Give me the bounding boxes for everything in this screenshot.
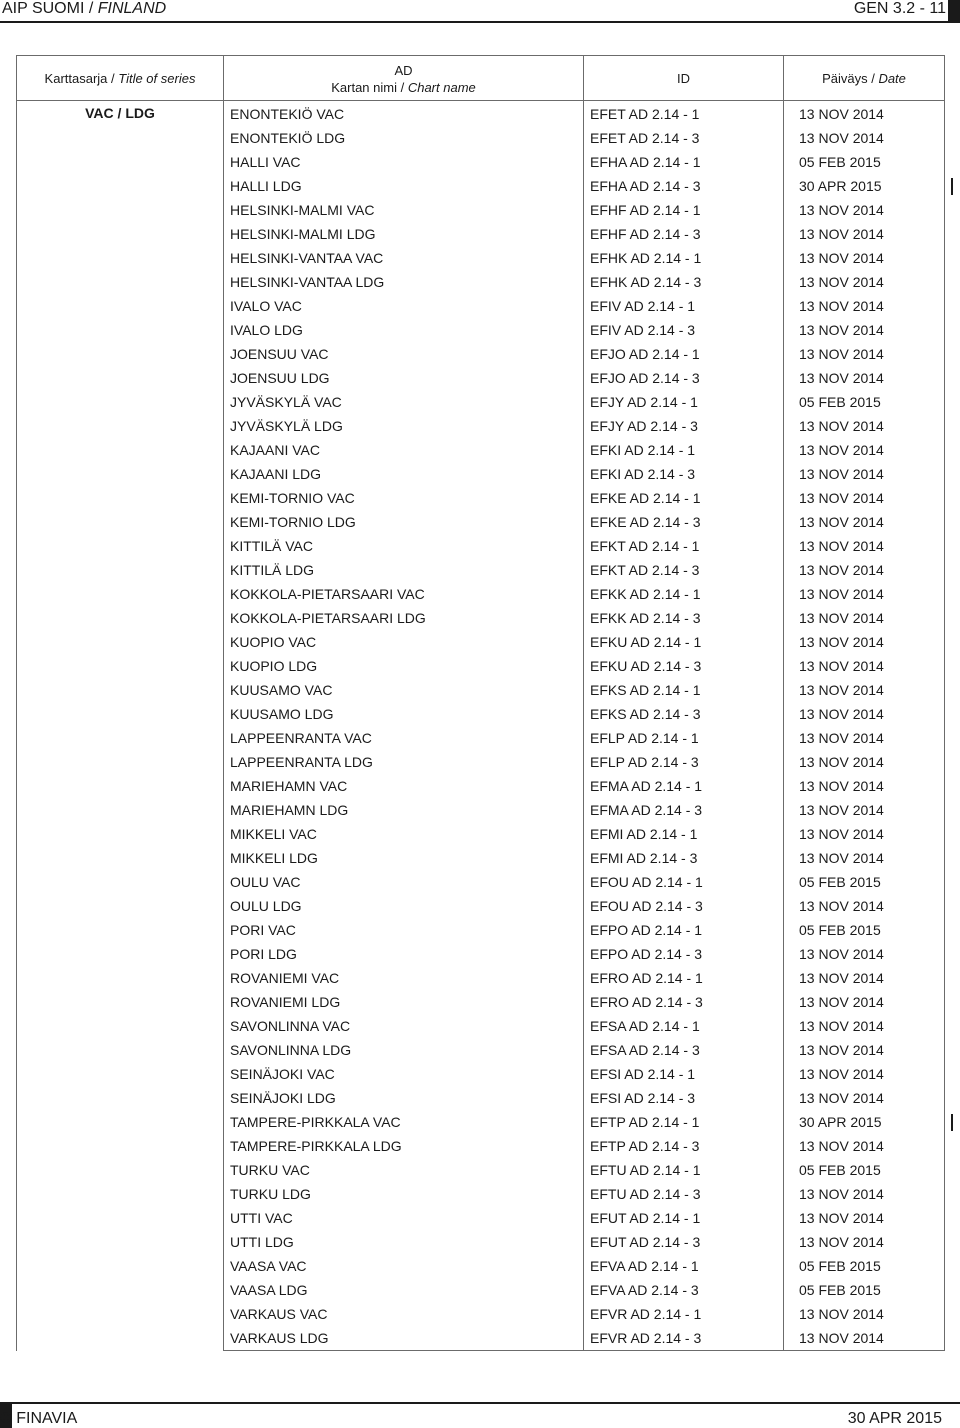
chart-date-cell: 13 NOV 2014	[784, 630, 945, 654]
chart-id-cell: EFJY AD 2.14 - 1	[584, 390, 784, 414]
chart-id-cell: EFMA AD 2.14 - 3	[584, 798, 784, 822]
chart-date-cell: 13 NOV 2014	[784, 1134, 945, 1158]
chart-name-cell: VAASA LDG	[224, 1278, 584, 1302]
chart-id-cell: EFHF AD 2.14 - 1	[584, 198, 784, 222]
chart-id-cell: EFLP AD 2.14 - 1	[584, 726, 784, 750]
chart-date-cell: 13 NOV 2014	[784, 798, 945, 822]
publication-title	[2, 0, 166, 18]
chart-id-cell: EFRO AD 2.14 - 1	[584, 966, 784, 990]
chart-name-cell: UTTI VAC	[224, 1206, 584, 1230]
chart-name-cell: MARIEHAMN LDG	[224, 798, 584, 822]
chart-date-cell: 13 NOV 2014	[784, 510, 945, 534]
series-cell: VAC / LDG	[17, 101, 224, 1351]
column-header-date-plain: Päiväys /	[822, 70, 879, 86]
chart-id-cell: EFMI AD 2.14 - 1	[584, 822, 784, 846]
chart-id-cell: EFVR AD 2.14 - 3	[584, 1326, 784, 1351]
chart-id-cell: EFKT AD 2.14 - 3	[584, 558, 784, 582]
column-header-chart-italic: Chart name	[407, 80, 476, 95]
chart-id-cell: EFKK AD 2.14 - 3	[584, 606, 784, 630]
chart-date-cell: 13 NOV 2014	[784, 750, 945, 774]
column-header-date-italic: Date	[878, 70, 906, 86]
chart-id-cell: EFLP AD 2.14 - 3	[584, 750, 784, 774]
chart-date-cell: 05 FEB 2015	[784, 1158, 945, 1182]
page-edge-tab	[948, 0, 960, 21]
chart-name-cell: IVALO VAC	[224, 294, 584, 318]
chart-date-cell: 13 NOV 2014	[784, 558, 945, 582]
chart-id-cell: EFKK AD 2.14 - 1	[584, 582, 784, 606]
chart-id-cell: EFRO AD 2.14 - 3	[584, 990, 784, 1014]
chart-name-cell: ENONTEKIÖ VAC	[224, 101, 584, 127]
chart-id-cell: EFHK AD 2.14 - 1	[584, 246, 784, 270]
chart-name-cell: OULU LDG	[224, 894, 584, 918]
column-header-series-italic: Title of series	[118, 70, 196, 86]
chart-id-cell: EFKU AD 2.14 - 3	[584, 654, 784, 678]
chart-name-cell: HALLI VAC	[224, 150, 584, 174]
chart-date-cell: 30 APR 2015	[784, 1110, 945, 1134]
chart-id-cell: EFSA AD 2.14 - 1	[584, 1014, 784, 1038]
chart-date-cell: 13 NOV 2014	[784, 438, 945, 462]
chart-id-cell: EFHA AD 2.14 - 1	[584, 150, 784, 174]
chart-name-cell: LAPPEENRANTA LDG	[224, 750, 584, 774]
chart-name-cell: ROVANIEMI LDG	[224, 990, 584, 1014]
chart-id-cell: EFMA AD 2.14 - 1	[584, 774, 784, 798]
chart-id-cell: EFET AD 2.14 - 1	[584, 101, 784, 127]
chart-id-cell: EFET AD 2.14 - 3	[584, 126, 784, 150]
chart-date-cell: 13 NOV 2014	[784, 702, 945, 726]
chart-date-cell: 13 NOV 2014	[784, 1086, 945, 1110]
chart-id-cell: EFKS AD 2.14 - 3	[584, 702, 784, 726]
chart-id-cell: EFKI AD 2.14 - 1	[584, 438, 784, 462]
chart-id-cell: EFMI AD 2.14 - 3	[584, 846, 784, 870]
chart-date-cell: 13 NOV 2014	[784, 1062, 945, 1086]
chart-id-cell: EFUT AD 2.14 - 3	[584, 1230, 784, 1254]
chart-name-cell: KUUSAMO LDG	[224, 702, 584, 726]
chart-id-cell: EFTP AD 2.14 - 1	[584, 1110, 784, 1134]
chart-name-cell: KOKKOLA-PIETARSAARI LDG	[224, 606, 584, 630]
publication-title-italic: FINLAND	[97, 0, 167, 17]
chart-name-cell: HALLI LDG	[224, 174, 584, 198]
chart-id-cell: EFKE AD 2.14 - 3	[584, 510, 784, 534]
chart-date-cell: 13 NOV 2014	[784, 822, 945, 846]
page-header	[0, 0, 960, 22]
chart-name-cell: HELSINKI-MALMI VAC	[224, 198, 584, 222]
header-rule	[0, 21, 960, 23]
chart-date-cell: 13 NOV 2014	[784, 1014, 945, 1038]
chart-name-cell: PORI VAC	[224, 918, 584, 942]
chart-id-cell: EFJO AD 2.14 - 3	[584, 366, 784, 390]
chart-name-cell: TURKU VAC	[224, 1158, 584, 1182]
chart-name-cell: SAVONLINNA VAC	[224, 1014, 584, 1038]
chart-id-cell: EFHK AD 2.14 - 3	[584, 270, 784, 294]
chart-name-cell: JOENSUU LDG	[224, 366, 584, 390]
chart-name-cell: KEMI-TORNIO LDG	[224, 510, 584, 534]
chart-date-cell: 13 NOV 2014	[784, 846, 945, 870]
chart-name-cell: UTTI LDG	[224, 1230, 584, 1254]
chart-date-cell: 13 NOV 2014	[784, 366, 945, 390]
chart-id-cell: EFHF AD 2.14 - 3	[584, 222, 784, 246]
footer-date: 30 APR 2015	[847, 1410, 942, 1427]
chart-name-cell: JOENSUU VAC	[224, 342, 584, 366]
chart-id-cell: EFPO AD 2.14 - 3	[584, 942, 784, 966]
chart-id-cell: EFSA AD 2.14 - 3	[584, 1038, 784, 1062]
chart-date-cell: 05 FEB 2015	[784, 918, 945, 942]
chart-id-cell: EFTP AD 2.14 - 3	[584, 1134, 784, 1158]
chart-date-cell: 13 NOV 2014	[784, 270, 945, 294]
chart-name-cell: ENONTEKIÖ LDG	[224, 126, 584, 150]
chart-id-cell: EFTU AD 2.14 - 1	[584, 1158, 784, 1182]
chart-date-cell: 13 NOV 2014	[784, 774, 945, 798]
chart-date-cell: 13 NOV 2014	[784, 222, 945, 246]
chart-name-cell: VARKAUS VAC	[224, 1302, 584, 1326]
chart-date-cell: 05 FEB 2015	[784, 390, 945, 414]
chart-name-cell: TURKU LDG	[224, 1182, 584, 1206]
chart-date-cell: 13 NOV 2014	[784, 414, 945, 438]
chart-date-cell: 13 NOV 2014	[784, 1326, 945, 1351]
chart-id-cell: EFIV AD 2.14 - 3	[584, 318, 784, 342]
chart-date-cell: 13 NOV 2014	[784, 534, 945, 558]
chart-date-cell: 13 NOV 2014	[784, 582, 945, 606]
chart-id-cell: EFKI AD 2.14 - 3	[584, 462, 784, 486]
chart-id-cell: EFOU AD 2.14 - 3	[584, 894, 784, 918]
chart-date-cell: 13 NOV 2014	[784, 1206, 945, 1230]
chart-date-cell: 13 NOV 2014	[784, 462, 945, 486]
chart-name-cell: HELSINKI-MALMI LDG	[224, 222, 584, 246]
chart-name-cell: KUUSAMO VAC	[224, 678, 584, 702]
chart-date-cell: 13 NOV 2014	[784, 966, 945, 990]
chart-id-cell: EFKU AD 2.14 - 1	[584, 630, 784, 654]
column-header-chart-plain: Kartan nimi /	[331, 80, 408, 95]
change-bar	[951, 1114, 953, 1131]
chart-date-cell: 13 NOV 2014	[784, 198, 945, 222]
chart-name-cell: ROVANIEMI VAC	[224, 966, 584, 990]
footer-copyright: © FINAVIA	[0, 1410, 78, 1427]
chart-date-cell: 13 NOV 2014	[784, 654, 945, 678]
change-bar	[951, 178, 953, 195]
chart-date-cell: 05 FEB 2015	[784, 150, 945, 174]
chart-name-cell: KITTILÄ VAC	[224, 534, 584, 558]
page-number: GEN 3.2 - 11	[853, 0, 946, 17]
table-header-row	[17, 56, 945, 101]
chart-date-cell: 13 NOV 2014	[784, 726, 945, 750]
chart-id-cell: EFUT AD 2.14 - 1	[584, 1206, 784, 1230]
chart-name-cell: MARIEHAMN VAC	[224, 774, 584, 798]
chart-date-cell: 13 NOV 2014	[784, 342, 945, 366]
publication-title-plain: AIP SUOMI /	[2, 0, 98, 17]
column-header-chart-name	[224, 79, 583, 96]
chart-id-cell: EFTU AD 2.14 - 3	[584, 1182, 784, 1206]
chart-id-cell: EFVA AD 2.14 - 1	[584, 1254, 784, 1278]
chart-name-cell: MIKKELI VAC	[224, 822, 584, 846]
chart-date-cell: 13 NOV 2014	[784, 606, 945, 630]
chart-id-cell: EFOU AD 2.14 - 1	[584, 870, 784, 894]
chart-date-cell: 13 NOV 2014	[784, 1182, 945, 1206]
chart-name-cell: OULU VAC	[224, 870, 584, 894]
chart-id-cell: EFVR AD 2.14 - 1	[584, 1302, 784, 1326]
chart-date-cell: 13 NOV 2014	[784, 1038, 945, 1062]
chart-id-cell: EFKS AD 2.14 - 1	[584, 678, 784, 702]
chart-date-cell: 05 FEB 2015	[784, 1278, 945, 1302]
chart-id-cell: EFKT AD 2.14 - 1	[584, 534, 784, 558]
chart-name-cell: VAASA VAC	[224, 1254, 584, 1278]
chart-date-cell: 13 NOV 2014	[784, 294, 945, 318]
chart-name-cell: SEINÄJOKI LDG	[224, 1086, 584, 1110]
chart-name-cell: PORI LDG	[224, 942, 584, 966]
chart-id-cell: EFPO AD 2.14 - 1	[584, 918, 784, 942]
chart-name-cell: JYVÄSKYLÄ LDG	[224, 414, 584, 438]
chart-name-cell: IVALO LDG	[224, 318, 584, 342]
chart-date-cell: 13 NOV 2014	[784, 678, 945, 702]
chart-date-cell: 13 NOV 2014	[784, 942, 945, 966]
chart-id-cell: EFSI AD 2.14 - 3	[584, 1086, 784, 1110]
chart-name-cell: TAMPERE-PIRKKALA LDG	[224, 1134, 584, 1158]
chart-date-cell: 13 NOV 2014	[784, 990, 945, 1014]
chart-name-cell: KAJAANI LDG	[224, 462, 584, 486]
chart-date-cell: 13 NOV 2014	[784, 1302, 945, 1326]
chart-name-cell: KAJAANI VAC	[224, 438, 584, 462]
chart-date-cell: 05 FEB 2015	[784, 1254, 945, 1278]
chart-name-cell: KEMI-TORNIO VAC	[224, 486, 584, 510]
chart-date-cell: 13 NOV 2014	[784, 246, 945, 270]
column-header-series-plain: Karttasarja /	[44, 70, 119, 86]
column-header-series	[17, 56, 224, 101]
table-body	[17, 101, 945, 1351]
chart-name-cell: MIKKELI LDG	[224, 846, 584, 870]
chart-name-cell: VARKAUS LDG	[224, 1326, 584, 1351]
chart-date-cell: 13 NOV 2014	[784, 318, 945, 342]
chart-id-cell: EFIV AD 2.14 - 1	[584, 294, 784, 318]
chart-name-cell: KUOPIO LDG	[224, 654, 584, 678]
chart-id-cell: EFSI AD 2.14 - 1	[584, 1062, 784, 1086]
footer-rule	[0, 1402, 960, 1404]
chart-name-cell: TAMPERE-PIRKKALA VAC	[224, 1110, 584, 1134]
chart-date-cell: 13 NOV 2014	[784, 1230, 945, 1254]
chart-name-cell: HELSINKI-VANTAA LDG	[224, 270, 584, 294]
chart-date-cell: 30 APR 2015	[784, 174, 945, 198]
chart-name-cell: KUOPIO VAC	[224, 630, 584, 654]
chart-name-cell: JYVÄSKYLÄ VAC	[224, 390, 584, 414]
chart-id-cell: EFVA AD 2.14 - 3	[584, 1278, 784, 1302]
chart-name-cell: LAPPEENRANTA VAC	[224, 726, 584, 750]
chart-id-cell: EFKE AD 2.14 - 1	[584, 486, 784, 510]
chart-date-cell: 13 NOV 2014	[784, 101, 945, 127]
chart-date-cell: 13 NOV 2014	[784, 486, 945, 510]
column-header-date	[784, 56, 945, 101]
column-header-id: ID	[584, 56, 784, 101]
chart-id-cell: EFJO AD 2.14 - 1	[584, 342, 784, 366]
chart-date-cell: 13 NOV 2014	[784, 894, 945, 918]
chart-name-cell: SAVONLINNA LDG	[224, 1038, 584, 1062]
chart-name-cell: KITTILÄ LDG	[224, 558, 584, 582]
chart-date-cell: 13 NOV 2014	[784, 126, 945, 150]
chart-id-cell: EFJY AD 2.14 - 3	[584, 414, 784, 438]
table-row	[17, 101, 945, 127]
chart-id-cell: EFHA AD 2.14 - 3	[584, 174, 784, 198]
chart-index-table	[16, 55, 945, 1351]
chart-name-cell: HELSINKI-VANTAA VAC	[224, 246, 584, 270]
chart-name-cell: KOKKOLA-PIETARSAARI VAC	[224, 582, 584, 606]
column-header-chart-top: AD	[394, 63, 413, 78]
chart-date-cell: 05 FEB 2015	[784, 870, 945, 894]
column-header-chart	[224, 56, 584, 101]
chart-name-cell: SEINÄJOKI VAC	[224, 1062, 584, 1086]
